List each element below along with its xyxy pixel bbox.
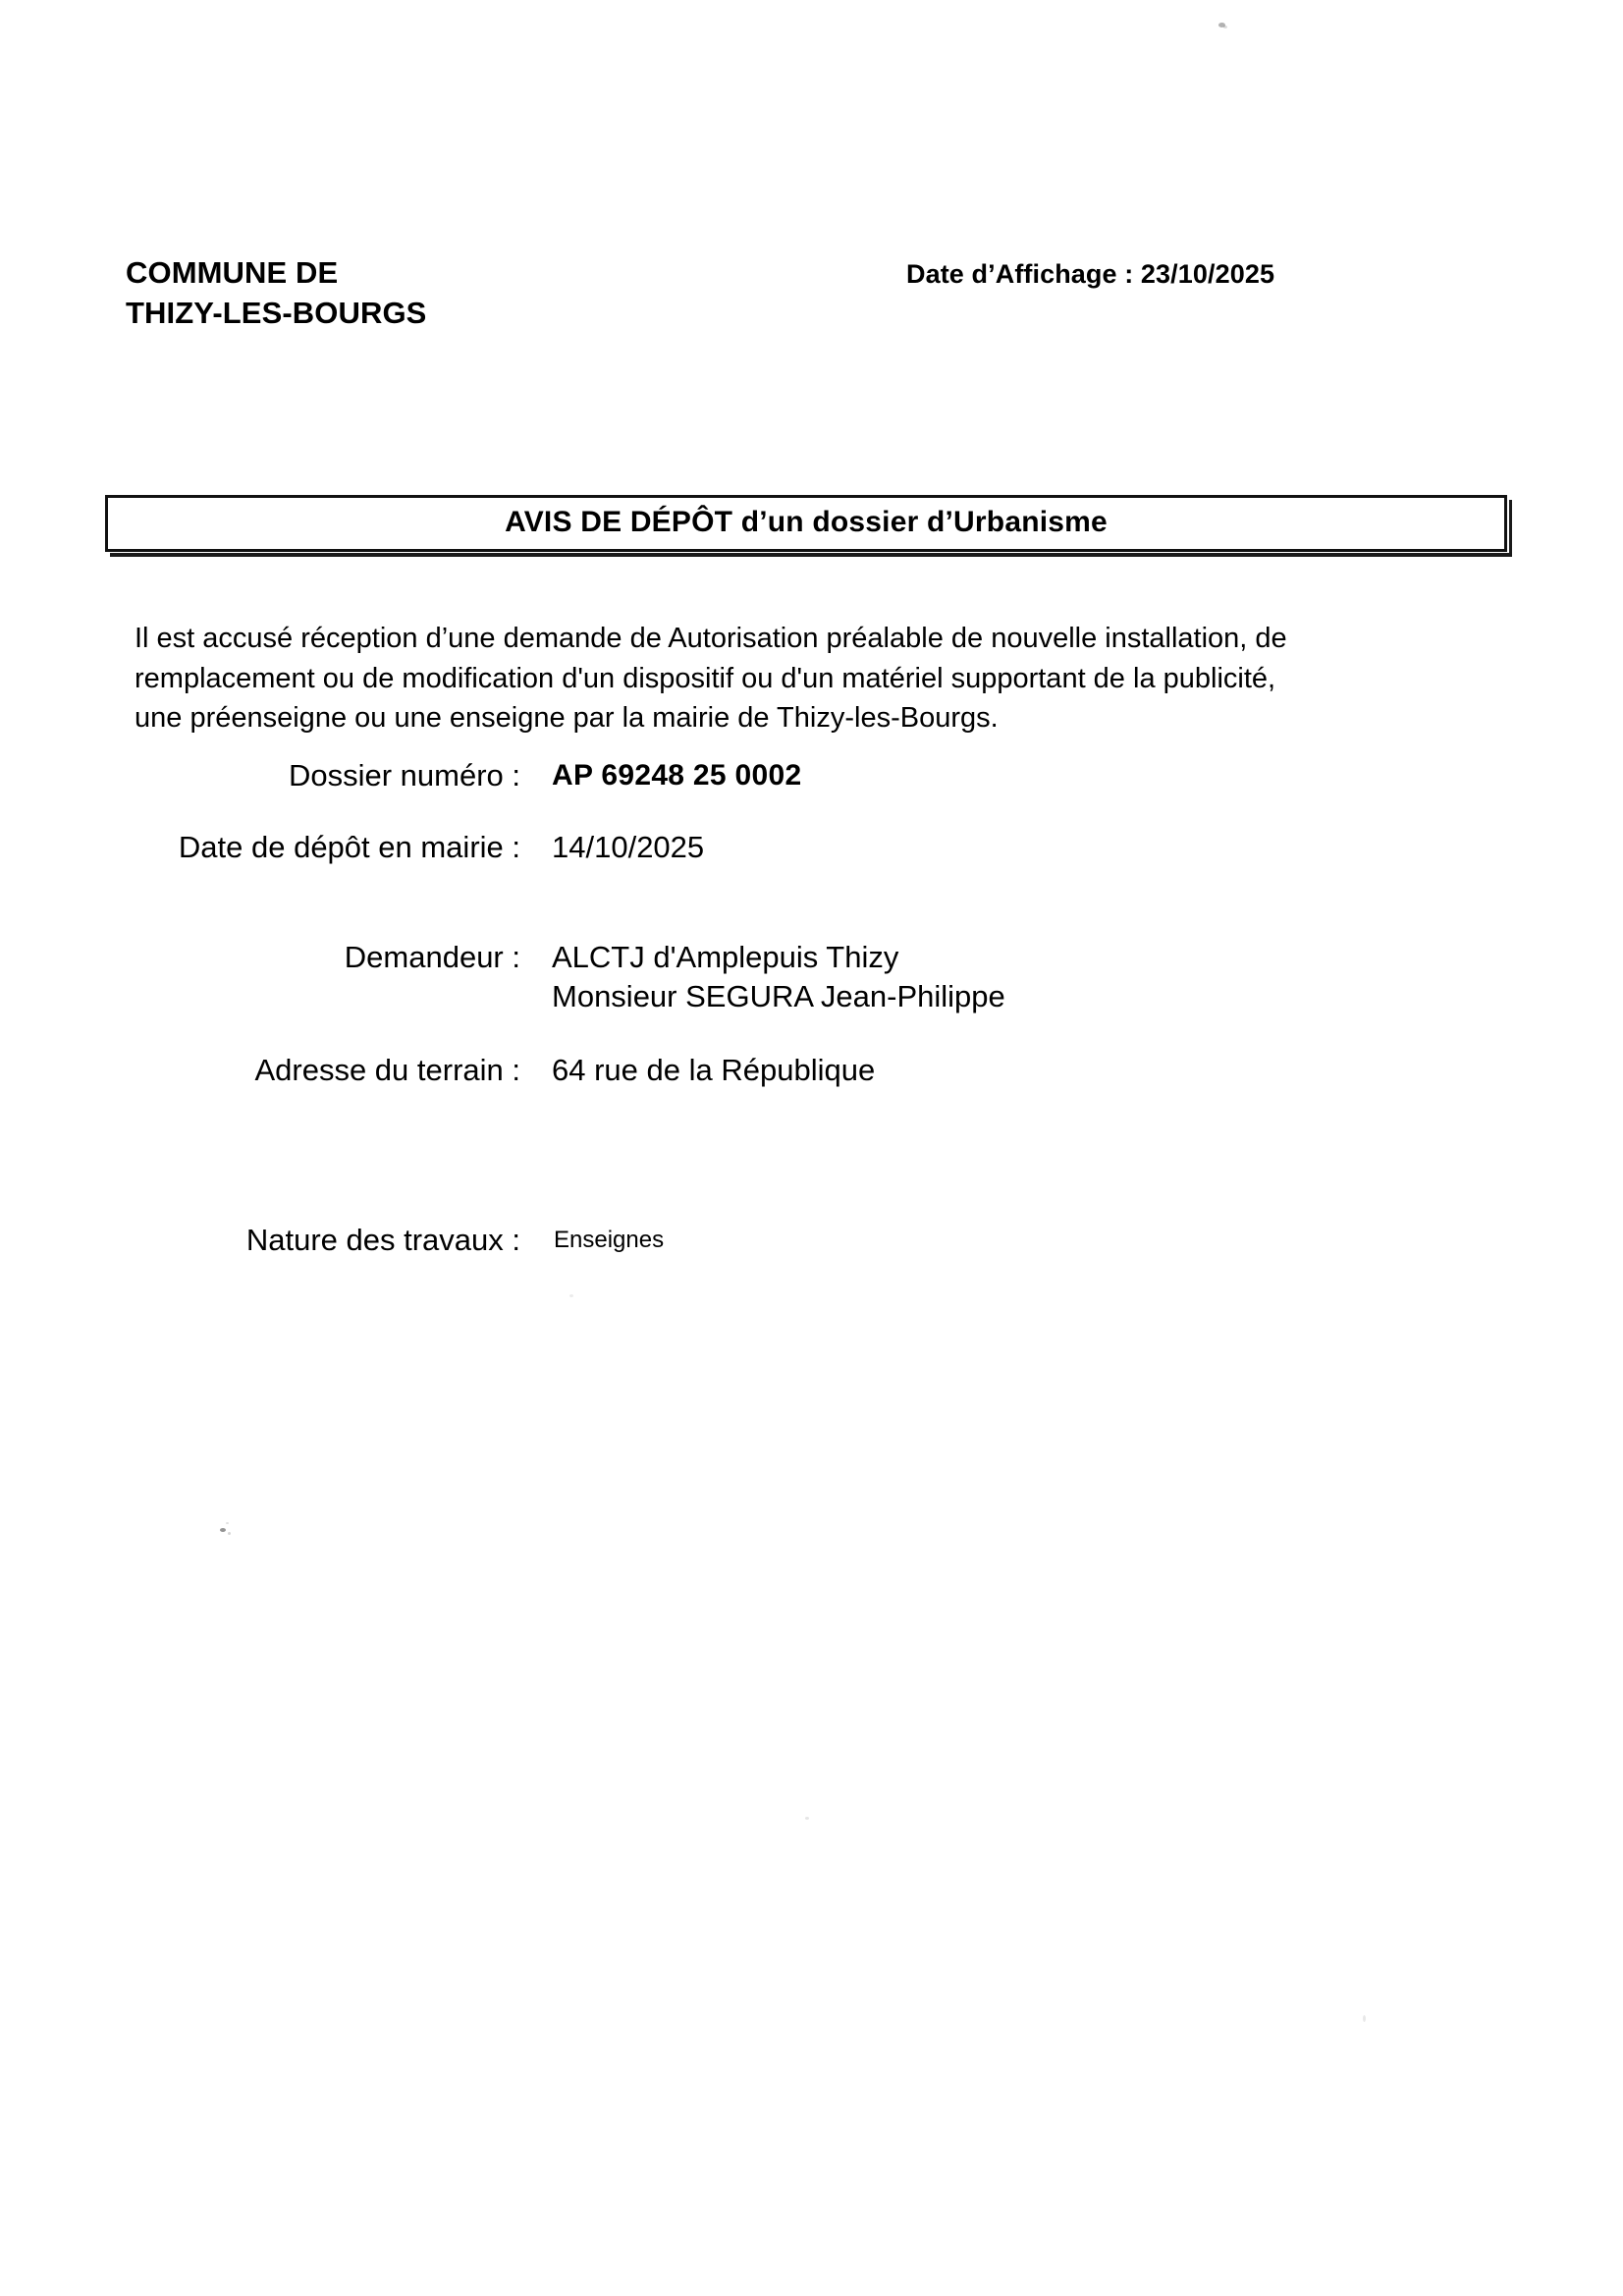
field-demandeur-value-line-1: ALCTJ d'Amplepuis Thizy bbox=[552, 940, 899, 974]
scan-artifact-speckle bbox=[228, 1532, 231, 1535]
intro-paragraph bbox=[135, 619, 1504, 738]
field-demandeur-value bbox=[552, 938, 1005, 1017]
field-adresse-terrain-value: 64 rue de la République bbox=[552, 1053, 876, 1087]
scan-artifact-speckle bbox=[220, 1528, 226, 1532]
scan-artifact-speckle bbox=[1223, 26, 1227, 28]
field-date-depot-mairie bbox=[108, 828, 704, 867]
scan-artifact-speckle bbox=[805, 1817, 809, 1820]
field-demandeur-value-line-2: Monsieur SEGURA Jean-Philippe bbox=[552, 979, 1005, 1014]
field-adresse-terrain-label: Adresse du terrain : bbox=[254, 1053, 520, 1087]
intro-line-3: une préenseigne ou une enseigne par la mairie de Thizy-les-Bourgs. bbox=[135, 702, 999, 735]
field-nature-travaux bbox=[108, 1221, 664, 1260]
commune-name-line-2: THIZY-LES-BOURGS bbox=[126, 295, 427, 330]
intro-line-2: remplacement ou de modification d'un dispositif ou d'un matériel supportant de la publicité, bbox=[135, 662, 1276, 694]
field-demandeur bbox=[108, 938, 1005, 1017]
commune-name bbox=[126, 253, 426, 334]
intro-line-1: Il est accusé réception d’une demande de Autorisation préalable de nouvelle installation, de bbox=[135, 623, 1287, 654]
title-box-container bbox=[105, 495, 1507, 552]
commune-name-line-1: COMMUNE DE bbox=[126, 255, 339, 290]
field-nature-travaux-value: Enseignes bbox=[554, 1227, 665, 1253]
field-demandeur-label: Demandeur : bbox=[344, 940, 520, 974]
field-dossier-numero bbox=[108, 756, 801, 795]
field-date-depot-mairie-label: Date de dépôt en mairie : bbox=[178, 830, 520, 864]
scan-artifact-speckle bbox=[226, 1522, 229, 1524]
title-box bbox=[105, 495, 1507, 552]
page-title: AVIS DE DÉPÔT d’un dossier d’Urbanisme bbox=[505, 506, 1108, 538]
document-header bbox=[126, 253, 1500, 334]
field-dossier-numero-label: Dossier numéro : bbox=[288, 758, 520, 793]
scan-artifact-speckle bbox=[1363, 2015, 1366, 2022]
field-nature-travaux-label: Nature des travaux : bbox=[245, 1223, 520, 1257]
date-affichage: Date d’Affichage : 23/10/2025 bbox=[906, 259, 1275, 289]
scan-artifact-speckle bbox=[569, 1294, 573, 1297]
field-adresse-terrain bbox=[108, 1051, 875, 1090]
field-date-depot-mairie-value: 14/10/2025 bbox=[552, 830, 705, 864]
field-dossier-numero-value: AP 69248 25 0002 bbox=[552, 759, 802, 792]
